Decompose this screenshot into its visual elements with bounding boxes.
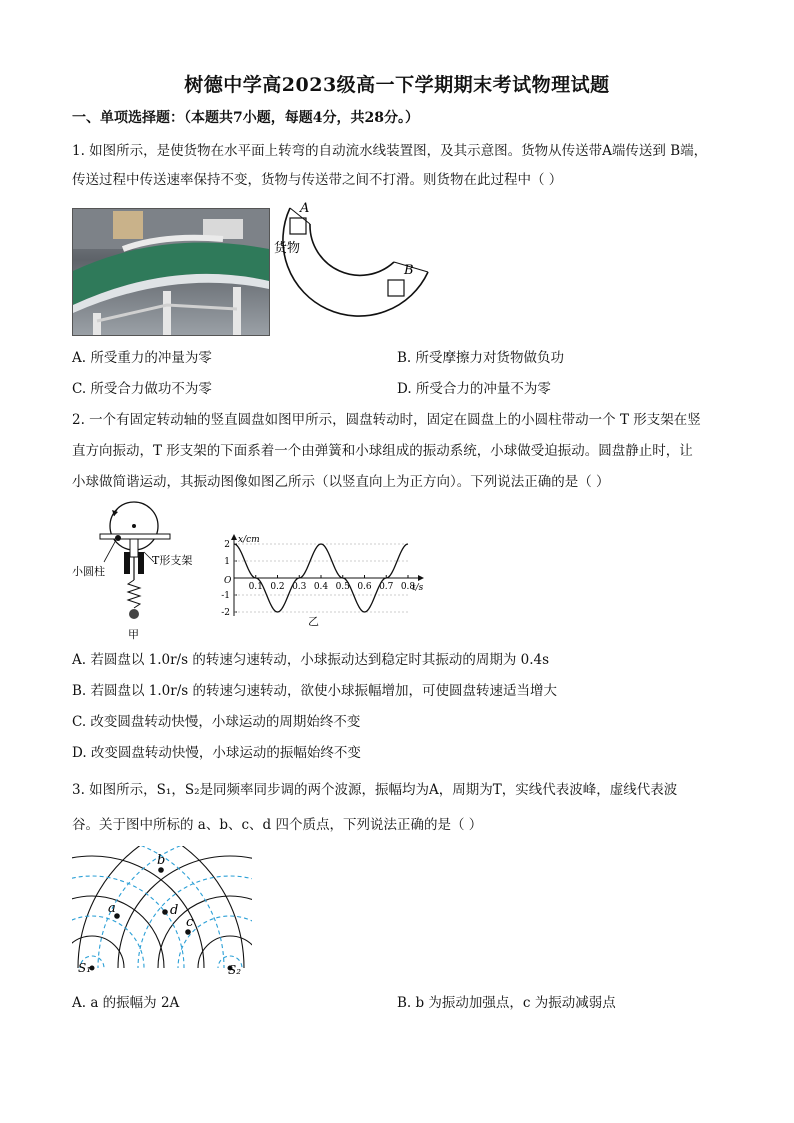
conveyor-diagram bbox=[266, 196, 446, 342]
section-heading: 一、单项选择题：（本题共7小题，每题4分，共28分。） bbox=[72, 110, 419, 126]
conveyor-photo bbox=[72, 208, 270, 336]
q2-option-d: D. 改变圆盘转动快慢，小球运动的振幅始终不变 bbox=[72, 745, 361, 761]
q1-option-b: B. 所受摩擦力对货物做负功 bbox=[397, 350, 565, 366]
x-tick-label: 0.4 bbox=[313, 582, 329, 592]
y-tick-label: -1 bbox=[221, 591, 230, 601]
q2-stem-line3: 小球做简谐运动，其振动图像如图乙所示（以竖直向上为正方向）。下列说法正确的是（ ） bbox=[72, 474, 610, 490]
label-s2: S₂ bbox=[228, 963, 242, 977]
x-tick-label: 0.7 bbox=[379, 582, 394, 592]
label-a: A bbox=[300, 201, 310, 216]
q2-option-b: B. 若圆盘以 1.0r/s 的转速匀速转动，欲使小球振幅增加，可使圆盘转速适当增大 bbox=[72, 683, 557, 699]
q3-stem-line2: 谷。关于图中所标的 a、b、c、d 四个质点，下列说法正确的是（ ） bbox=[72, 817, 483, 833]
label-jia: 甲 bbox=[128, 628, 139, 641]
q3-stem-line1: 3. 如图所示，S₁，S₂是同频率同步调的两个波源，振幅均为A，周期为T，实线代表波峰，虚线代表波 bbox=[72, 782, 678, 798]
label-point-d: d bbox=[170, 903, 179, 918]
interference-diagram bbox=[72, 846, 252, 978]
x-tick-label: 0.2 bbox=[270, 582, 285, 592]
q1-option-d: D. 所受合力的冲量不为零 bbox=[397, 381, 551, 397]
page-title: 树德中学高2023级高一下学期期末考试物理试题 bbox=[184, 74, 610, 96]
q3-option-a: A. a 的振幅为 2A bbox=[72, 995, 180, 1011]
q2-stem-line2: 直方向振动，T 形支架的下面系着一个由弹簧和小球组成的振动系统，小球做受迫振动。圆盘静止时，让 bbox=[72, 443, 693, 459]
oscillation-chart bbox=[212, 532, 432, 628]
label-tframe: T形支架 bbox=[152, 554, 193, 567]
label-s1: S₁ bbox=[78, 961, 92, 975]
y-axis-label: x/cm bbox=[238, 535, 260, 545]
q3-option-b: B. b 为振动加强点，c 为振动减弱点 bbox=[397, 995, 616, 1011]
x-tick-label: 0.5 bbox=[335, 582, 350, 592]
q1-option-c: C. 所受合力做功不为零 bbox=[72, 381, 212, 397]
label-point-a: a bbox=[108, 901, 116, 916]
x-tick-label: 0.8 bbox=[400, 582, 416, 592]
label-point-c: c bbox=[186, 915, 194, 930]
q2-stem-line1: 2. 一个有固定转动轴的竖直圆盘如图甲所示，圆盘转动时，固定在圆盘上的小圆柱带动一个 T 形支架在竖 bbox=[72, 412, 701, 428]
label-cylinder: 小圆柱 bbox=[72, 565, 105, 578]
origin-label: O bbox=[224, 576, 232, 586]
cargo-box-b bbox=[388, 280, 404, 296]
x-tick-label: 0.6 bbox=[357, 582, 372, 592]
y-tick-label: 2 bbox=[224, 540, 230, 550]
label-cargo: 货物 bbox=[274, 241, 301, 256]
q1-stem-line2: 传送过程中传送速率保持不变，货物与传送带之间不打滑。则货物在此过程中（ ） bbox=[72, 172, 563, 188]
x-axis-label: t/s bbox=[412, 583, 424, 593]
cargo-box-a bbox=[290, 218, 306, 234]
q1-option-a: A. 所受重力的冲量为零 bbox=[72, 350, 212, 366]
x-tick-label: 0.1 bbox=[248, 582, 263, 592]
y-tick-label: 1 bbox=[224, 557, 230, 567]
label-point-b: b bbox=[157, 853, 166, 868]
label-yi: 乙 bbox=[308, 615, 319, 628]
q1-stem-line1: 1. 如图所示，是使货物在水平面上转弯的自动流水线装置图，及其示意图。货物从传送带A端传送到 B端， bbox=[72, 143, 708, 159]
x-tick-label: 0.3 bbox=[292, 582, 307, 592]
y-tick-label: -2 bbox=[221, 608, 230, 618]
disk-apparatus-diagram bbox=[72, 500, 212, 642]
q2-option-c: C. 改变圆盘转动快慢，小球运动的周期始终不变 bbox=[72, 714, 361, 730]
q2-option-a: A. 若圆盘以 1.0r/s 的转速匀速转动，小球振动达到稳定时其振动的周期为 0.4s bbox=[72, 652, 550, 668]
label-b: B bbox=[404, 263, 414, 278]
